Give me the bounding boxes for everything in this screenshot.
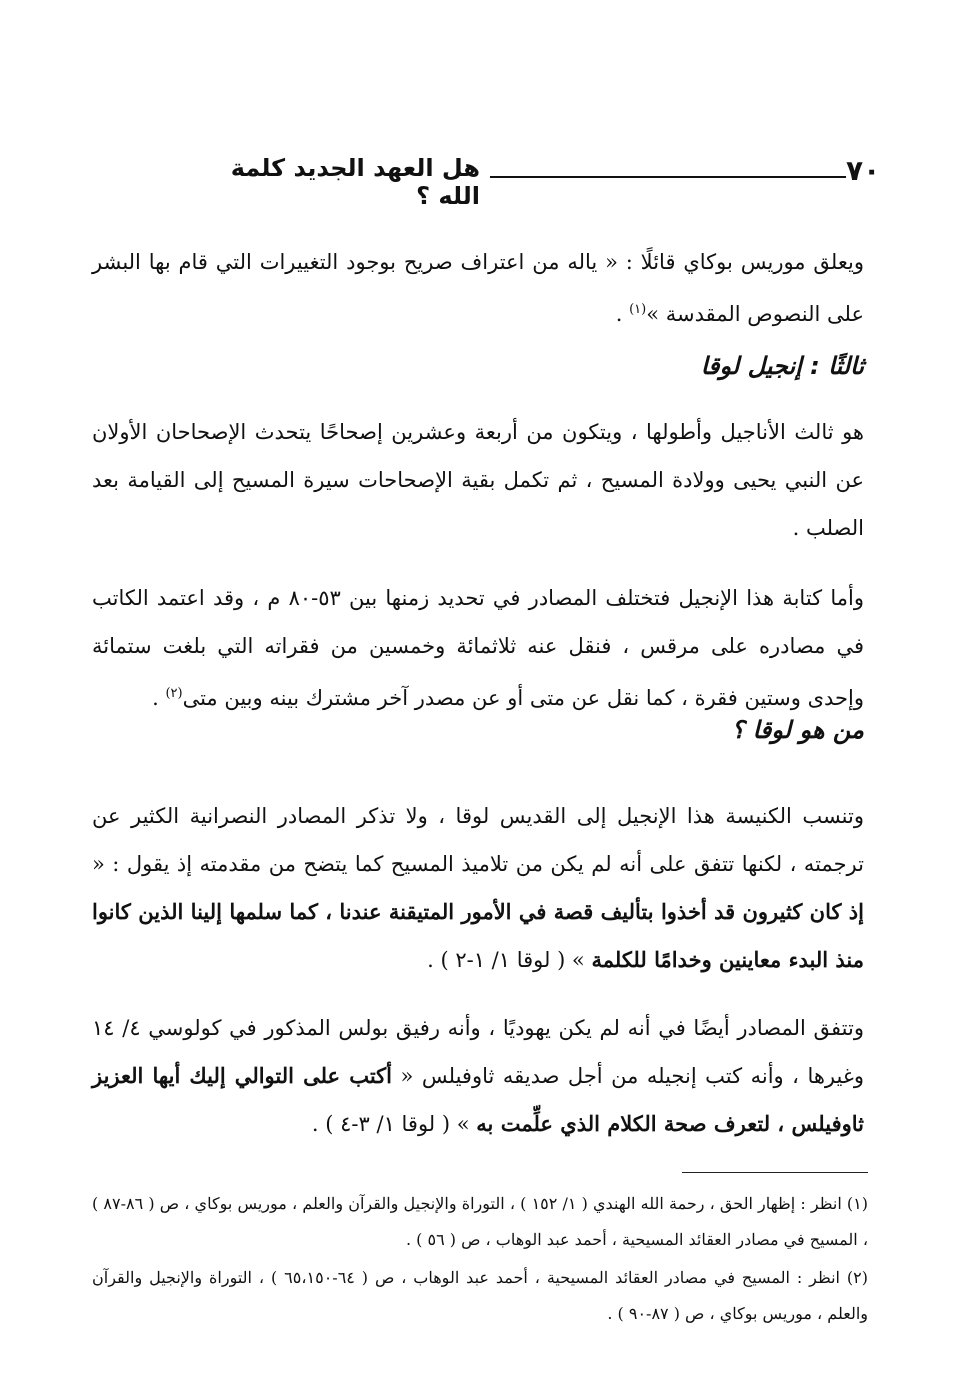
section-heading-luke: ثالثًا : إنجيل لوقا (700, 352, 864, 380)
paragraph-bucaille-comment (92, 238, 864, 338)
page-number: ٧٠ (846, 154, 881, 187)
footnote-1: (١) انظر : إظهار الحق ، رحمة الله الهندي ( ١/ ١٥٢ ) ، التوراة والإنجيل والقرآن والعلم ، موريس بوكاي ، ص ( ٨٦-٨٧ ) ، المسيح في مصادر العقائد المسيحية ، أحمد عبد الوهاب ، ص ( ٥٦ ) . (92, 1194, 869, 1249)
paragraph-text: وأما كتابة هذا الإنجيل فتختلف المصادر في تحديد زمنها بين ٥٣-٨٠ م ، وقد اعتمد الكاتب في مصادره على مرقس ، فنقل عنه ثلاثمائة وخمسين من فقراته التي بلغت ستمائة وإحدى وستين فقرة ، كما نقل عن متى أو عن مصدر آخر مشترك بينه وبين متى (92, 586, 864, 710)
footnote-ref-2: (٢) (165, 686, 183, 701)
section-heading-who-is-luke: من هو لوقا ؟ (731, 716, 864, 744)
header-rule-long (490, 176, 806, 178)
footnote-ref-1: (١) (629, 302, 647, 317)
paragraph-end: . (615, 302, 630, 326)
footnote-2: (٢) انظر : المسيح في مصادر العقائد المسيحية ، أحمد عبد الوهاب ، ص ( ٦٤-٦٥،١٥٠ ) ، التوراة والإنجيل والقرآن والعلم ، موريس بوكاي ، ص ( ٨٧-٩٠ ) . (92, 1268, 869, 1323)
paragraph-text: وتتفق المصادر أيضًا في أنه لم يكن يهوديًا ، وأنه رفيق بولس المذكور في كولوسي ٤/ ١٤ وغيرها ، وأنه كتب إنجيله من أجل صديقه ثاوفيلس « (92, 1016, 864, 1088)
paragraph-text: ويعلق موريس بوكاي قائلًا : « ياله من اعتراف صريح بوجود التغييرات التي قام بها البشر على النصوص المقدسة » (92, 250, 864, 326)
paragraph-text: وتنسب الكنيسة هذا الإنجيل إلى القديس لوقا ، ولا تذكر المصادر النصرانية الكثير عن ترجمته ، لكنها تتفق على أنه لم يكن من تلاميذ المسيح كما يتضح من مقدمته إذ يقول : « (92, 804, 864, 876)
quote-reference: » ( لوقا ١/ ٣-٤ ) . (311, 1112, 477, 1136)
quote-reference: » ( لوقا ١/ ١-٢ ) . (427, 948, 592, 972)
running-header (98, 152, 881, 210)
footnote-separator (682, 1172, 868, 1173)
paragraph-luke-intro: هو ثالث الأناجيل وأطولها ، ويتكون من أربعة وعشرين إصحاحًا يتحدث الإصحاحان الأولان عن النبي يحيى وولادة المسيح ، ثم تكمل بقية الإصحاحات سيرة المسيح إلى القيامة بعد الصلب . (92, 420, 864, 540)
paragraph-luke-dating (92, 574, 864, 722)
quote-luke-1-1-2: إذ كان كثيرون قد أخذوا بتأليف قصة في الأمور المتيقنة عندنا ، كما سلمها إلينا الذين كانوا منذ البدء معاينين وخدامًا للكلمة (92, 899, 864, 972)
paragraph-luke-identity (92, 792, 864, 984)
quote-luke-1-3-4: أكتب على التوالي إليك أيها العزيز ثاوفيلس ، لتعرف صحة الكلام الذي علِّمت به (92, 1063, 864, 1136)
running-title: هل العهد الجديد كلمة الله ؟ (230, 154, 480, 210)
paragraph-luke-theophilus (92, 1004, 864, 1148)
paragraph-end: . (152, 686, 166, 710)
